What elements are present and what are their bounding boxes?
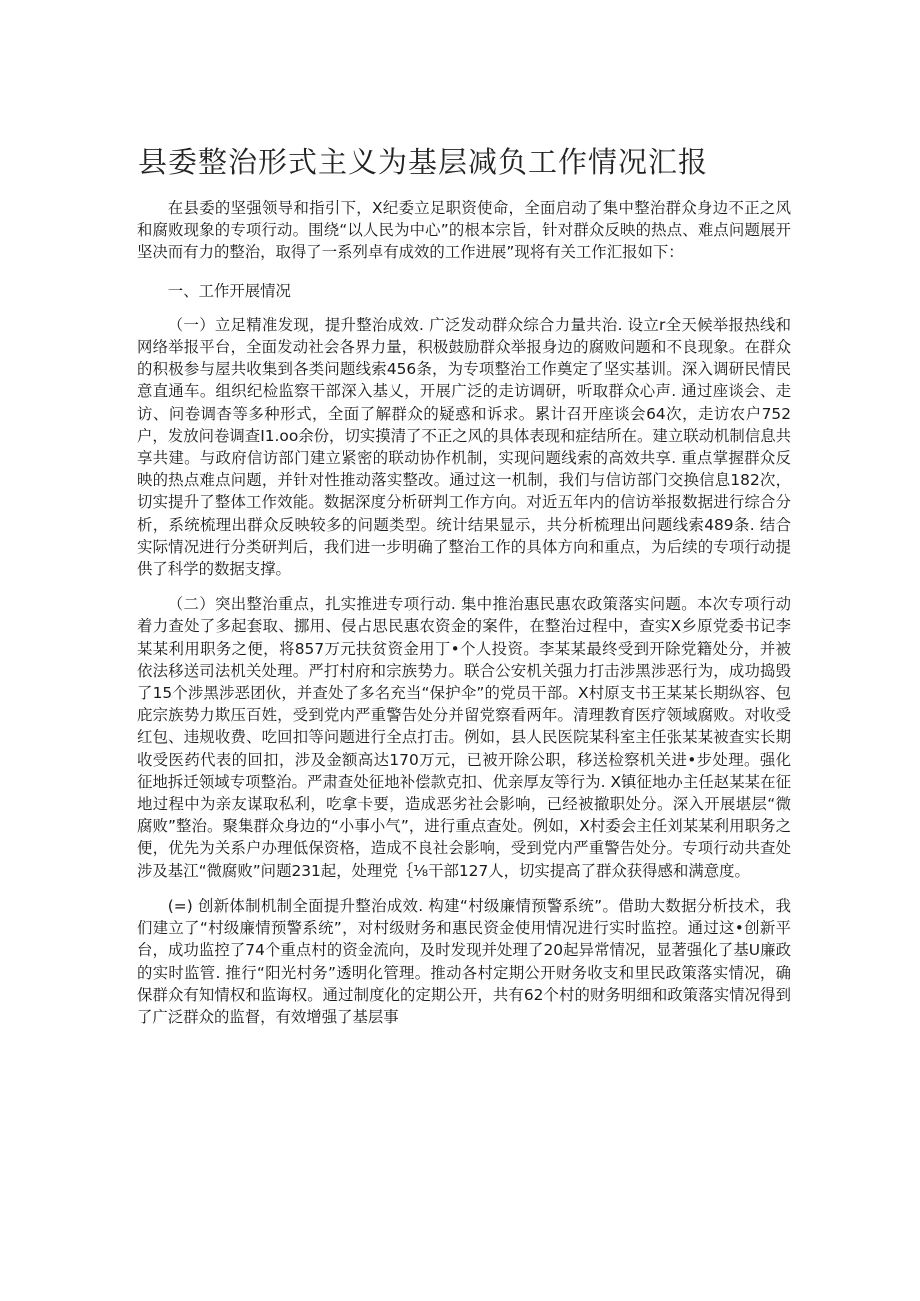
section-heading: 一、工作开展情况 bbox=[167, 281, 291, 300]
document-body bbox=[137, 197, 791, 1028]
paragraph-one: （一）立足精准发现，提升整治成效. 广泛发动群众综合力量共治. 设立r全天候举报热线和网络举报平台，全面发动社会各界力量，积极鼓励群众举报身边的腐败问题和不良现象。在群众的积极参与屋共收集到各类问题线索456条，为专项整治工作奠定了坚实基训。深入调研民情民意直通车。组织纪检监察干部深入基乂，开展广泛的走访调研，听取群众心声. 通过座谈会、走访、问卷调杳等多种形式，全面了解群众的疑惑和诉求。累计召开座谈会64次，走访农户752户，发放问卷调查I1.oo余份，切实摸清了不正之风的具体表现和症结所在。建立联动机制信息共享共建。与政府信访部门建立紧密的联动协作机制，实现问题线索的高效共享. 重点掌握群众反映的热点难点问题，并针对性推动落实整改。通过这一机制，我们与信访部门交换信息182次，切实提升了整体工作效能。数据深度分析研判工作方向。对近五年内的信访举报数据进行综合分析，系统梳理出群众反映较多的问题类型。统计结果显示，共分析梳理出问题线索489条. 结合实际情况进行分类研判后，我们进一步明确了整治工作的具体方向和重点，为后续的专项行动提供了科学的数据支撑。 bbox=[137, 315, 791, 579]
paragraph-two: （二）突出整治重点，扎实推进专项行动. 集中推治惠民惠农政策落实问题。本次专项行动着力查处了多起套取、挪用、侵占思民惠农资金的案件，在整治过程中，查实X乡原党委书记李某某利用职务之便，将857万元扶贫资金用丁•个人投资。李某某最终受到开除党籍处分，并被依法移送司法机关处理。严打村府和宗族势力。联合公安机关强力打击涉黑涉恶行为，成功捣毁了15个涉黑涉恶团伙，并查处了多名充当“保护伞”的党员干部。X村原支书王某某长期纵容、包庇宗族势力欺压百姓，受到党内严重警告处分并留党察看两年。清理教育医疗领域腐败。对收受红包、违规收费、吃回扣等问题进行全点打击。例如，县人民医院某科室主任张某某被查实长期收受医药代表的回扣，涉及金额高达170万元，已被开除公职，移送检察机关进•步处理。强化征地拆迁领域专项整治。严肃查处征地补偿款克扣、优亲厚友等行为. X镇征地办主任赵某某在征地过程中为亲友谋取私利，吃拿卡要，造成恶劣社会影响，已经被撤职处分。深入开展堪层“微腐败”整治。聚集群众身边的“小事小气”，进行重点查处。例如，X村委会主任刘某某利用职务之便，优先为关系户办理低保资格，造成不良社会影响，受到党内严重警告处分。专项行动共查处涉及基江“微腐败”问题231起，处理党｛⅛干部127人，切实提高了群众获得感和满意度。 bbox=[137, 595, 791, 880]
paragraph-three: (=) 创新体制机制全面提升整治成效. 构建“村级廉情预警系统”。借助大数据分析技术，我们建立了“村级廉情预警系统”，对村级财务和惠民资金使用情况进行实时监控。通过这•创新平台，成功监控了74个重点村的资金流向，及时发现并处理了20起异常情况，显著强化了基U廉政的实时监管. 推行“阳光村务”透明化管理。推动各村定期公开财务收支和里民政策落实情况，确保群众有知情权和监诲权。通过制度化的定期公开，共有62个村的财务明细和政策落实情况得到了广泛群众的监督，有效增强了基层事 bbox=[137, 896, 791, 1026]
intro-paragraph: 在县委的坚强领导和指引下，X纪委立足职资使命，全面启动了集中整治群众身边不正之风和腐败现象的专项行动。围绕“以人民为中心”的根本宗旨，针对群众反映的热点、难点问题展开坚决而有力的整治，取得了一系列卓有成效的工作进展”现将有关工作汇报如下： bbox=[137, 199, 791, 262]
document-title: 县委整治形式主义为基层减负工作情况汇报 bbox=[138, 145, 709, 179]
